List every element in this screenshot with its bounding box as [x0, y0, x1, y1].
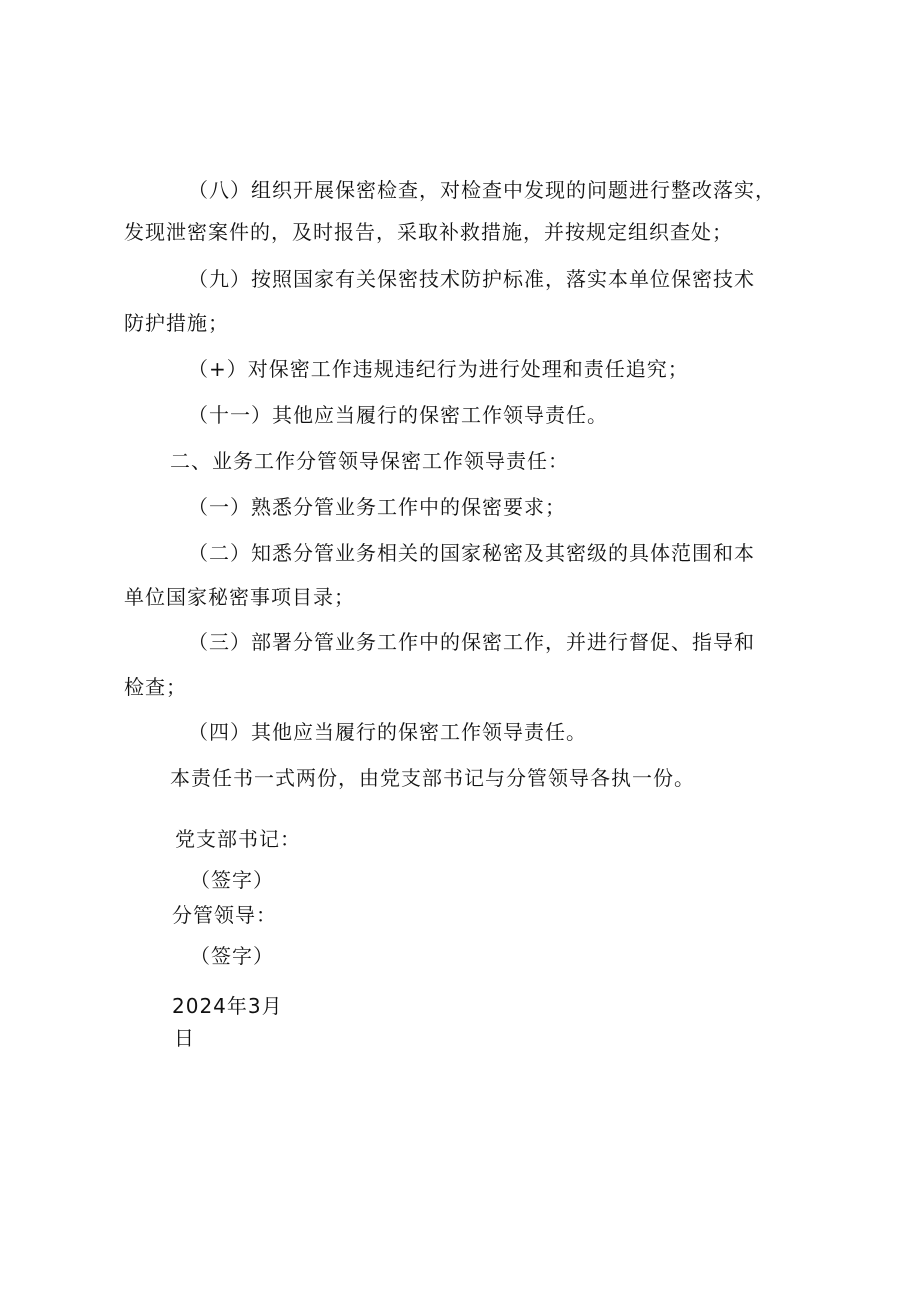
section-2-item-1: （一）熟悉分管业务工作中的保密要求；	[188, 495, 566, 519]
leader-signature-placeholder: （签字）	[190, 944, 274, 968]
section-2-item-3-line-1: （三）部署分管业务工作中的保密工作，并进行督促、指导和	[188, 630, 755, 654]
paragraph-8-line-2: 发现泄密案件的，及时报告，采取补救措施，并按规定组织查处；	[124, 220, 733, 244]
date-line-2: 日	[174, 1026, 195, 1050]
section-2-item-2-line-2: 单位国家秘密事项目录；	[124, 585, 355, 609]
secretary-signature-placeholder: （签字）	[190, 868, 274, 892]
paragraph-9-line-2: 防护措施；	[124, 311, 229, 335]
section-2-item-2-line-1: （二）知悉分管业务相关的国家秘密及其密级的具体范围和本	[188, 541, 755, 565]
closing-statement: 本责任书一式两份，由党支部书记与分管领导各执一份。	[170, 766, 695, 790]
date-line-1: 2024年3月	[172, 994, 283, 1018]
section-2-item-3-line-2: 检查；	[124, 675, 187, 699]
section-2-item-4: （四）其他应当履行的保密工作领导责任。	[188, 720, 587, 744]
paragraph-11: （十一）其他应当履行的保密工作领导责任。	[188, 403, 608, 427]
secretary-label: 党支部书记：	[175, 827, 301, 851]
leader-label: 分管领导：	[172, 903, 277, 927]
paragraph-9-line-1: （九）按照国家有关保密技术防护标准，落实本单位保密技术	[188, 267, 755, 291]
section-2-heading: 二、业务工作分管领导保密工作领导责任：	[170, 449, 569, 473]
paragraph-10: （+）对保密工作违规违纪行为进行处理和责任追究；	[188, 357, 689, 381]
paragraph-8-line-1: （八）组织开展保密检查，对检查中发现的问题进行整改落实，	[188, 178, 776, 202]
